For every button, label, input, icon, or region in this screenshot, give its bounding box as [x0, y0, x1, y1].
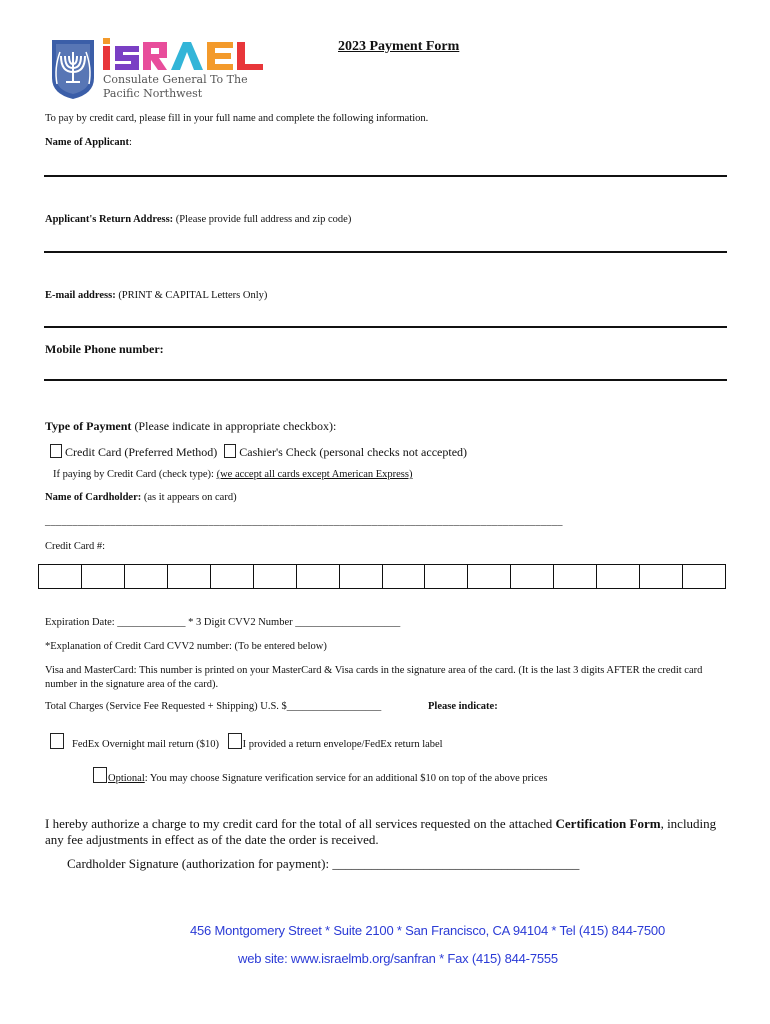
footer-address: 456 Montgomery Street * Suite 2100 * San Francisco, CA 94104 * Tel (415) 844-7500 — [190, 923, 665, 938]
payment-options — [50, 444, 467, 460]
optional-line: Optional: You may choose Signature verification service for an additional $10 on top of the above prices — [93, 767, 547, 784]
credit-card-digit-cell[interactable] — [340, 565, 383, 588]
cvv-explanation: *Explanation of Credit Card CVV2 number: (To be entered below) — [45, 641, 327, 652]
credit-card-number-grid[interactable] — [38, 564, 726, 589]
authorization-text: I hereby authorize a charge to my credit card for the total of all services requested on the attached Certification Form, including any fee adjustments in effect as of the date the order is received. — [45, 816, 717, 847]
return-envelope-checkbox[interactable] — [228, 733, 242, 749]
credit-card-digit-cell[interactable] — [82, 565, 125, 588]
mobile-field[interactable] — [44, 379, 727, 381]
credit-card-digit-cell[interactable] — [683, 565, 725, 588]
credit-card-digit-cell[interactable] — [511, 565, 554, 588]
return-options — [50, 733, 443, 750]
address-label: Applicant's Return Address: (Please provide full address and zip code) — [45, 214, 352, 225]
payment-type-label: Type of Payment (Please indicate in appropriate checkbox): — [45, 419, 337, 433]
return-envelope-label: I provided a return envelope/FedEx return label — [242, 739, 443, 750]
credit-card-digit-cell[interactable] — [597, 565, 640, 588]
expiration-cvv-line[interactable]: Expiration Date: _____________ * 3 Digit CVV2 Number ____________________ — [45, 617, 401, 628]
credit-card-digit-cell[interactable] — [125, 565, 168, 588]
card-type-note: If paying by Credit Card (check type): (we accept all cards except American Express) — [53, 469, 413, 480]
signature-line[interactable]: Cardholder Signature (authorization for payment): ______________________________________ — [67, 856, 580, 871]
fedex-overnight-checkbox[interactable] — [50, 733, 64, 749]
form-title: 2023 Payment Form — [338, 39, 460, 54]
visa-mastercard-text: Visa and MasterCard: This number is printed on your MasterCard & Visa cards in the signature area of the card. (It is the last 3 digits AFTER the credit card number in the signature area of the card). — [45, 665, 703, 690]
address-field[interactable] — [44, 251, 727, 253]
credit-card-digit-cell[interactable] — [297, 565, 340, 588]
credit-card-digit-cell[interactable] — [211, 565, 254, 588]
mobile-label: Mobile Phone number: — [45, 342, 164, 356]
credit-card-digit-cell[interactable] — [254, 565, 297, 588]
credit-card-digit-cell[interactable] — [640, 565, 683, 588]
state-emblem-icon — [48, 38, 98, 100]
credit-card-digit-cell[interactable] — [168, 565, 211, 588]
credit-card-option-label: Credit Card (Preferred Method) — [65, 445, 218, 459]
cardholder-name-field[interactable]: _______________________________________________________________________________________________ — [45, 516, 563, 527]
cashiers-check-checkbox[interactable] — [224, 444, 236, 458]
credit-card-digit-cell[interactable] — [39, 565, 82, 588]
cardholder-label: Name of Cardholder: (as it appears on card) — [45, 492, 237, 503]
credit-card-digit-cell[interactable] — [425, 565, 468, 588]
email-field[interactable] — [44, 326, 727, 328]
name-applicant-field[interactable] — [44, 175, 727, 177]
consulate-line-2: Pacific Northwest — [103, 87, 203, 100]
optional-label: Optional — [108, 773, 145, 784]
cashiers-check-option-label: Cashier's Check (personal checks not accepted) — [239, 445, 468, 459]
email-label: E-mail address: (PRINT & CAPITAL Letters Only) — [45, 290, 268, 301]
credit-card-checkbox[interactable] — [50, 444, 62, 458]
total-charges-line[interactable]: Total Charges (Service Fee Requested + Shipping) U.S. $__________________ — [45, 701, 382, 712]
credit-card-digit-cell[interactable] — [383, 565, 426, 588]
credit-card-digit-cell[interactable] — [468, 565, 511, 588]
footer-web: web site: www.israelmb.org/sanfran * Fax (415) 844-7555 — [238, 951, 558, 966]
name-applicant-label: Name of Applicant: — [45, 137, 132, 148]
intro-text: To pay by credit card, please fill in your full name and complete the following information. — [45, 113, 429, 124]
please-indicate-label: Please indicate: — [428, 701, 498, 712]
credit-card-label: Credit Card #: — [45, 541, 106, 552]
signature-verification-checkbox[interactable] — [93, 767, 107, 783]
fedex-overnight-label: FedEx Overnight mail return ($10) — [72, 739, 219, 750]
credit-card-digit-cell[interactable] — [554, 565, 597, 588]
consulate-line-1: Consulate General To The — [103, 73, 248, 86]
israel-logo — [103, 38, 265, 72]
